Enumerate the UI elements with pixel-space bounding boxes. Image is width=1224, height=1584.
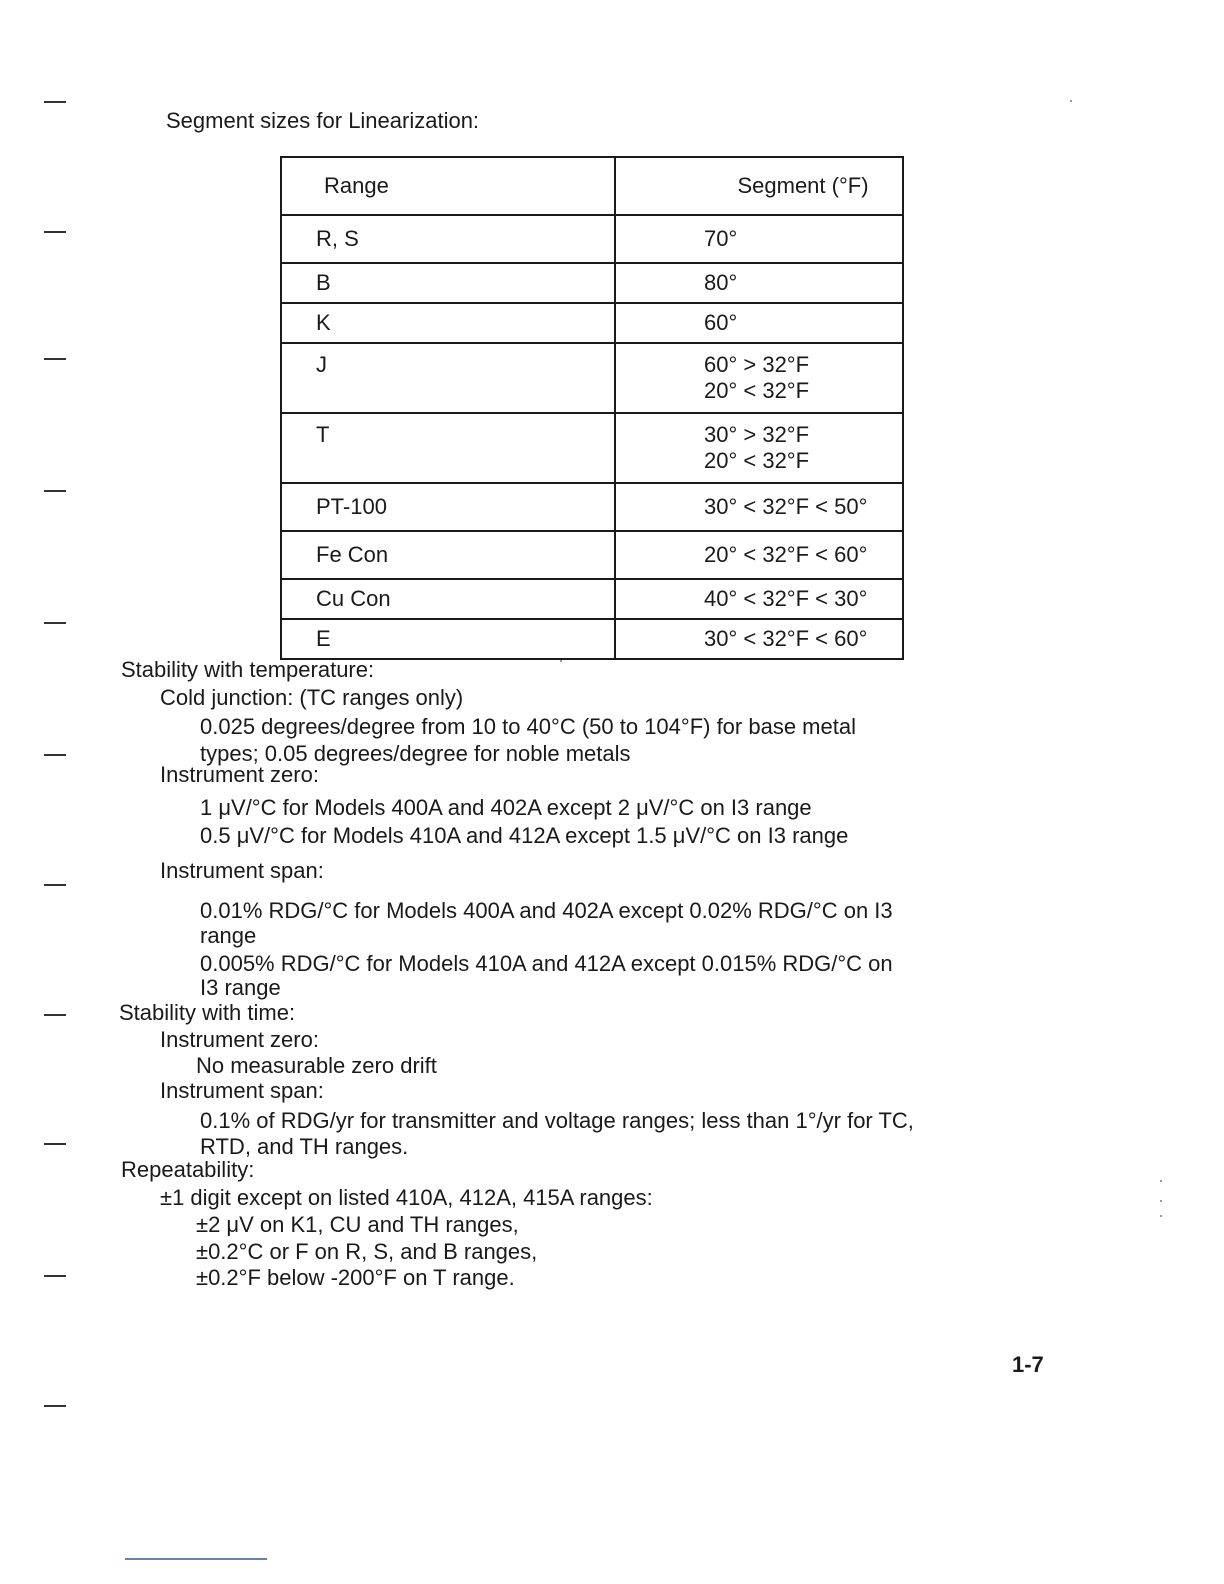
scan-speck <box>1160 1180 1162 1182</box>
time-zero-title: Instrument zero: <box>160 1027 319 1052</box>
range-cell: E <box>281 619 615 659</box>
instrument-span-line: range <box>200 923 257 948</box>
table-row <box>281 413 903 483</box>
repeatability-line: ±0.2°C or F on R, S, and B ranges, <box>196 1239 538 1264</box>
instrument-span-line: I3 range <box>200 975 281 1000</box>
range-cell: Fe Con <box>281 531 615 579</box>
range-cell: J <box>281 343 615 413</box>
margin-mark <box>44 1275 66 1277</box>
margin-mark <box>44 622 66 624</box>
instrument-span-line: 0.01% RDG/°C for Models 400A and 402A except 0.02% RDG/°C on I3 <box>200 898 893 923</box>
cold-junction-title: Cold junction: (TC ranges only) <box>160 685 464 710</box>
margin-mark <box>44 884 66 886</box>
segment-line: 30° > 32°F <box>704 422 810 447</box>
table-row <box>281 579 903 619</box>
margin-mark <box>44 754 66 756</box>
range-cell: K <box>281 303 615 343</box>
segment-table <box>280 156 904 660</box>
segment-line: 60° > 32°F <box>704 352 810 377</box>
table-row <box>281 303 903 343</box>
margin-mark <box>44 1143 66 1145</box>
segment-cell: 60° <box>615 303 903 343</box>
scan-speck <box>1160 1215 1162 1217</box>
stability-time-title: Stability with time: <box>119 1000 296 1025</box>
range-cell: T <box>281 413 615 483</box>
stability-temp-title: Stability with temperature: <box>121 657 375 682</box>
table-heading: Segment sizes for Linearization: <box>166 108 480 133</box>
instrument-span-title: Instrument span: <box>160 858 324 883</box>
table-row <box>281 483 903 531</box>
repeatability-title: Repeatability: <box>121 1157 255 1182</box>
table-row <box>281 215 903 263</box>
repeatability-line: ±2 μV on K1, CU and TH ranges, <box>196 1212 519 1237</box>
scan-speck <box>560 660 562 662</box>
segment-cell: 30° < 32°F < 60° <box>615 619 903 659</box>
range-cell: R, S <box>281 215 615 263</box>
repeatability-line: ±0.2°F below -200°F on T range. <box>196 1265 515 1290</box>
bottom-rule <box>125 1558 267 1560</box>
cold-junction-line: types; 0.05 degrees/degree for noble metals <box>200 741 631 766</box>
margin-mark <box>44 101 66 103</box>
time-span-line: RTD, and TH ranges. <box>200 1134 409 1159</box>
time-span-line: 0.1% of RDG/yr for transmitter and voltage ranges; less than 1°/yr for TC, <box>200 1108 914 1133</box>
header-range: Range <box>281 157 615 215</box>
segment-line: 20° < 32°F <box>704 378 810 403</box>
margin-mark <box>44 358 66 360</box>
margin-mark <box>44 231 66 233</box>
segment-cell: 80° <box>615 263 903 303</box>
range-cell: Cu Con <box>281 579 615 619</box>
segment-line: 20° < 32°F <box>704 448 810 473</box>
instrument-zero-title: Instrument zero: <box>160 762 319 787</box>
instrument-span-line: 0.005% RDG/°C for Models 410A and 412A except 0.015% RDG/°C on <box>200 951 893 976</box>
page-number: 1-7 <box>1012 1352 1044 1377</box>
instrument-zero-line: 0.5 μV/°C for Models 410A and 412A except 1.5 μV/°C on I3 range <box>200 823 849 848</box>
range-cell: PT-100 <box>281 483 615 531</box>
time-zero-line: No measurable zero drift <box>196 1053 437 1078</box>
margin-mark <box>44 490 66 492</box>
segment-cell: 70° <box>615 215 903 263</box>
header-segment: Segment (°F) <box>615 157 903 215</box>
table-row <box>281 531 903 579</box>
scan-speck <box>1070 100 1072 102</box>
table-row <box>281 263 903 303</box>
table-row <box>281 619 903 659</box>
cold-junction-line: 0.025 degrees/degree from 10 to 40°C (50 to 104°F) for base metal <box>200 714 856 739</box>
table-row <box>281 343 903 413</box>
segment-cell: 30° < 32°F < 50° <box>615 483 903 531</box>
segment-cell <box>615 343 903 413</box>
segment-cell: 20° < 32°F < 60° <box>615 531 903 579</box>
margin-mark <box>44 1405 66 1407</box>
instrument-zero-line: 1 μV/°C for Models 400A and 402A except 2 μV/°C on I3 range <box>200 795 812 820</box>
repeatability-line: ±1 digit except on listed 410A, 412A, 415A ranges: <box>160 1185 653 1210</box>
segment-cell: 40° < 32°F < 30° <box>615 579 903 619</box>
margin-mark <box>44 1014 66 1016</box>
range-cell: B <box>281 263 615 303</box>
segment-cell <box>615 413 903 483</box>
table-header-row <box>281 157 903 215</box>
time-span-title: Instrument span: <box>160 1078 324 1103</box>
scan-speck <box>1160 1200 1162 1202</box>
